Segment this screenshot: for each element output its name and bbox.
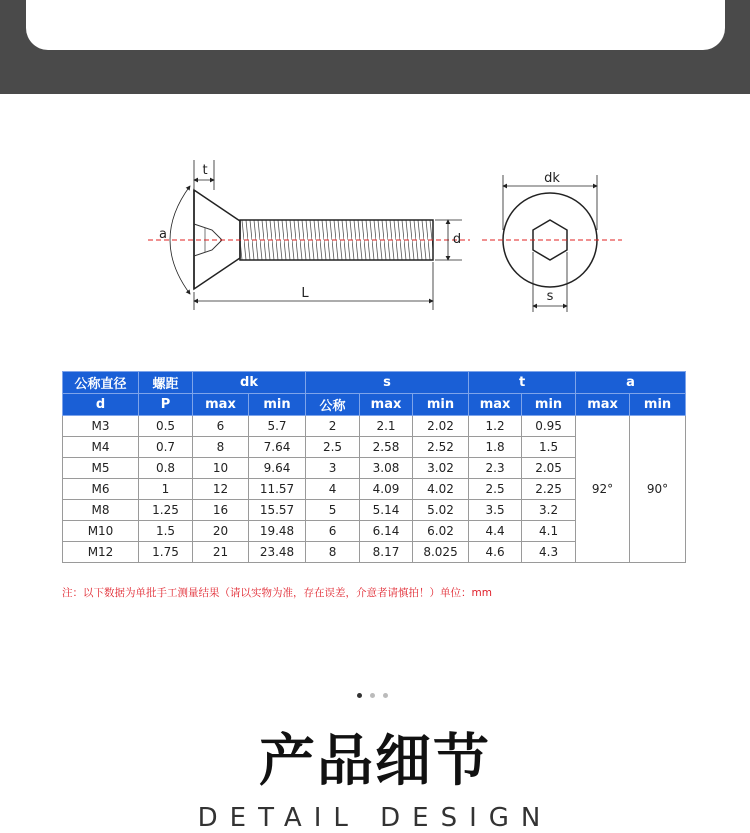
table-cell: 0.7 (139, 437, 193, 458)
th-s-nominal: 公称 (306, 394, 360, 416)
th-dk-min: min (249, 394, 306, 416)
table-cell: 4.3 (522, 542, 576, 563)
th-nominal: 公称直径 (63, 372, 139, 394)
table-cell: 7.64 (249, 437, 306, 458)
table-cell: M5 (63, 458, 139, 479)
section-title: 产品细节 (259, 729, 491, 794)
th-t-max: max (469, 394, 522, 416)
th-a-max: max (576, 394, 630, 416)
table-cell: 3.08 (360, 458, 413, 479)
th-s-min: min (413, 394, 469, 416)
table-cell: 3.2 (522, 500, 576, 521)
table-cell: 4.09 (360, 479, 413, 500)
table-body (63, 416, 686, 563)
th-s: s (306, 372, 469, 394)
table-cell: 16 (193, 500, 249, 521)
table-cell: 1 (139, 479, 193, 500)
table-cell: 8 (193, 437, 249, 458)
table-cell: 5.14 (360, 500, 413, 521)
th-t: t (469, 372, 576, 394)
header-row-2 (63, 394, 686, 416)
table-cell: 15.57 (249, 500, 306, 521)
a-max-value: 92° (576, 416, 630, 563)
th-P: P (139, 394, 193, 416)
table-cell: 1.2 (469, 416, 522, 437)
th-dk: dk (193, 372, 306, 394)
measurement-note: 注：以下数据为单批手工测量结果（请以实物为准，存在误差，介意者请慎拍！）单位：mm (62, 587, 492, 599)
table-cell: 2.52 (413, 437, 469, 458)
table-cell: 2.5 (469, 479, 522, 500)
screw-diagram (0, 140, 750, 330)
table-cell: 9.64 (249, 458, 306, 479)
table-cell: 0.5 (139, 416, 193, 437)
pager-dot (357, 693, 362, 698)
table-cell: 3.5 (469, 500, 522, 521)
table-cell: M4 (63, 437, 139, 458)
table-cell: 2.02 (413, 416, 469, 437)
table-cell: M3 (63, 416, 139, 437)
table-cell: 1.5 (139, 521, 193, 542)
label-a: a (159, 227, 167, 242)
section-subtitle: DETAIL DESIGN (197, 803, 553, 833)
table-cell: 1.75 (139, 542, 193, 563)
table-cell: 2.05 (522, 458, 576, 479)
table-cell: 21 (193, 542, 249, 563)
table-cell: 2.25 (522, 479, 576, 500)
th-pitch: 螺距 (139, 372, 193, 394)
table-cell: M10 (63, 521, 139, 542)
table-cell: 0.8 (139, 458, 193, 479)
table-cell: 4.02 (413, 479, 469, 500)
table-cell: 4.6 (469, 542, 522, 563)
label-t: t (202, 163, 208, 178)
table-cell: M8 (63, 500, 139, 521)
table-cell: 10 (193, 458, 249, 479)
table-cell: 1.8 (469, 437, 522, 458)
table-cell: 6.02 (413, 521, 469, 542)
label-L: L (301, 286, 309, 301)
th-dk-max: max (193, 394, 249, 416)
table-cell: 4.4 (469, 521, 522, 542)
table-cell: 2 (306, 416, 360, 437)
table-cell: 2.58 (360, 437, 413, 458)
label-s: s (546, 289, 554, 304)
table-cell: 5.02 (413, 500, 469, 521)
table-cell: 20 (193, 521, 249, 542)
table-cell: 8 (306, 542, 360, 563)
label-d: d (452, 232, 462, 247)
table-cell: 2.3 (469, 458, 522, 479)
pager-dot (370, 693, 375, 698)
spec-table (62, 371, 686, 563)
a-min-value: 90° (630, 416, 686, 563)
th-t-min: min (522, 394, 576, 416)
table-cell: 2.1 (360, 416, 413, 437)
th-a-min: min (630, 394, 686, 416)
table-cell: 23.48 (249, 542, 306, 563)
table-cell: 2.5 (306, 437, 360, 458)
pager-dots (357, 693, 401, 701)
table-cell: M12 (63, 542, 139, 563)
table-cell: 19.48 (249, 521, 306, 542)
th-d: d (63, 394, 139, 416)
table-cell: 6 (193, 416, 249, 437)
top-card (26, 0, 725, 50)
table-cell: 11.57 (249, 479, 306, 500)
table-cell: 1.5 (522, 437, 576, 458)
table-cell: 0.95 (522, 416, 576, 437)
label-dk: dk (544, 171, 560, 186)
table-row (63, 416, 686, 437)
table-cell: 6 (306, 521, 360, 542)
pager-dot (383, 693, 388, 698)
th-s-max: max (360, 394, 413, 416)
table-cell: 3.02 (413, 458, 469, 479)
header-row-1 (63, 372, 686, 394)
table-cell: 5.7 (249, 416, 306, 437)
table-cell: 4 (306, 479, 360, 500)
table-cell: 4.1 (522, 521, 576, 542)
table-cell: M6 (63, 479, 139, 500)
table-cell: 12 (193, 479, 249, 500)
table-cell: 8.17 (360, 542, 413, 563)
table-cell: 3 (306, 458, 360, 479)
table-cell: 6.14 (360, 521, 413, 542)
table-cell: 5 (306, 500, 360, 521)
table-cell: 8.025 (413, 542, 469, 563)
th-a: a (576, 372, 686, 394)
table-cell: 1.25 (139, 500, 193, 521)
